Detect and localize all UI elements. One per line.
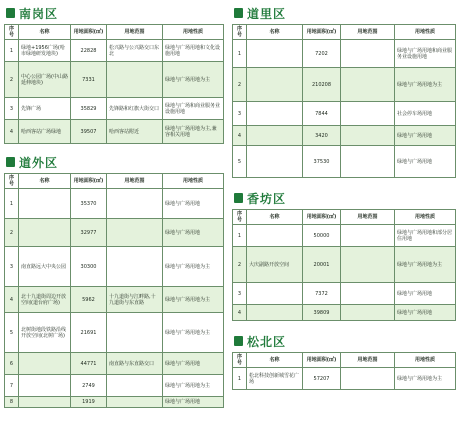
table-daowai [4,173,224,408]
header-name: 名称 [247,210,303,225]
header-scope: 用地范围 [341,353,395,368]
table-xiangfang [232,209,456,321]
header-area: 用地面积(㎡) [71,174,107,189]
section-title-xiangfang [234,190,456,206]
header-area: 用地面积(㎡) [303,353,341,368]
table-row: 1 7202 绿地与广场用地和商业服务业设施用地 [233,40,456,68]
header-name: 名称 [247,25,303,40]
table-row: 3 7372 绿地与广场用地 [233,283,456,305]
table-row: 2 210208 绿地与广场用地为主 [233,68,456,102]
table-row: 5 37530 绿地与广场用地 [233,146,456,178]
right-column [232,0,456,390]
section-heading: 松北区 [247,334,287,349]
table-row: 1 松北科技创新城雪花广场 57207 绿地与广场用地为主 [233,368,456,390]
header-area: 用地面积(㎡) [303,25,341,40]
table-nangang [4,24,224,144]
section-title-daoli [234,5,456,21]
table-row: 2 32977 绿地与广场用地 [5,219,224,247]
table-row: 2 中心公园广场(中山路延伸地块) 7331 绿地与广场用地为主 [5,62,224,98]
header-nature: 用地性质 [395,25,456,40]
header-area: 用地面积(㎡) [71,25,107,40]
left-column [4,0,224,408]
table-row: 7 2749 绿地与广场用地为主 [5,375,224,397]
header-name: 名称 [247,353,303,368]
table-row: 4 哈西客站广场绿地 39507 哈西客站附近 绿地与广场用地为主,兼容相关用地 [5,120,224,144]
header-seq: 序号 [233,210,247,225]
header-seq: 序号 [5,174,19,189]
section-square-icon [234,336,243,346]
table-row: 3 南直路远大中央公园 30300 绿地与广场用地为主 [5,247,224,287]
header-name: 名称 [19,174,71,189]
section-heading: 道外区 [19,155,59,170]
header-nature: 用地性质 [395,210,456,225]
section-heading: 道里区 [247,6,287,21]
table-row: 1 50000 绿地与广场用地和部分居住用地 [233,225,456,247]
table-row: 3 先锋广场 35829 先锋路和红旗大街交口 绿地与广场和商业服务业设施用地 [5,98,224,120]
section-square-icon [234,193,243,203]
table-row: 8 1919 绿地与广场用地 [5,397,224,408]
header-seq: 序号 [5,25,19,40]
section-title-daowai [6,154,224,170]
table-row: 3 7844 社会停车场用地 [233,102,456,126]
header-scope: 用地范围 [341,25,395,40]
section-square-icon [6,157,15,167]
section-heading: 香坊区 [247,191,287,206]
table-songbei [232,352,456,390]
header-nature: 用地性质 [395,353,456,368]
section-square-icon [234,8,243,18]
table-row: 2 大庆副路开放空间 20001 绿地与广场用地为主 [233,247,456,283]
table-daoli [232,24,456,178]
header-nature: 用地性质 [163,174,224,189]
table-row: 1 35370 绿地与广场用地 [5,189,224,219]
header-scope: 用地范围 [107,25,163,40]
table-row: 4 北十九道街周边开放空间(道台府广场) 5962 十九道街与江畔路,十九道街与东直路 绿地与广场用地为主 [5,287,224,313]
table-row: 4 3420 绿地与广场用地 [233,126,456,146]
header-scope: 用地范围 [341,210,395,225]
table-row: 1 绿地+1956广场(哈市绿地研发地块) 22828 松兴路与公兴路交口东北 绿地与广场用地和文化设施用地 [5,40,224,62]
header-scope: 用地范围 [107,174,163,189]
header-seq: 序号 [233,25,247,40]
header-name: 名称 [19,25,71,40]
section-title-songbei [234,333,456,349]
header-seq: 序号 [233,353,247,368]
section-heading: 南岗区 [19,6,59,21]
header-area: 用地面积(㎡) [303,210,341,225]
section-square-icon [6,8,15,18]
table-row: 6 44771 南直路与东直路交口 绿地与广场用地 [5,353,224,375]
header-nature: 用地性质 [163,25,224,40]
table-row: 5 北树街地段铁路沿线开放空间(北树广场) 21691 绿地与广场用地为主 [5,313,224,353]
table-row: 4 39809 绿地与广场用地 [233,305,456,321]
section-title-nangang [6,5,224,21]
